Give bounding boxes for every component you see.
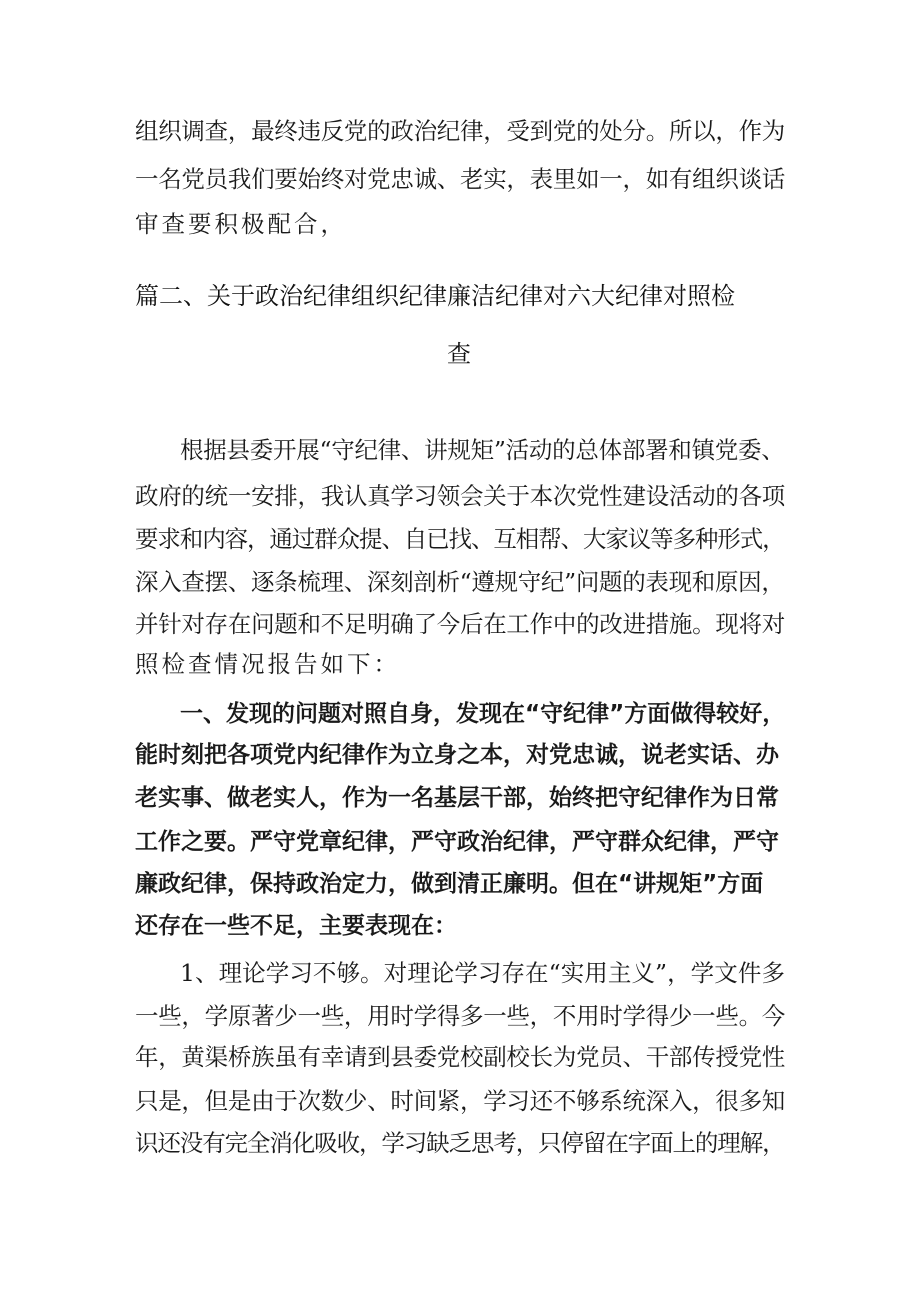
paragraph-line: 1、理论学习不够。对理论学习存在“实用主义”，学文件多: [180, 959, 785, 987]
bold-paragraph-line: 能时刻把各项党内纪律作为立身之本，对党忠诚，说老实话、办: [135, 742, 779, 768]
bold-paragraph-line: 工作之要。严守党章纪律，严守政治纪律，严守群众纪律，严守: [135, 829, 779, 855]
paragraph-line: 审查要积极配合，: [135, 210, 347, 238]
bold-paragraph-line: 一、发现的问题对照自身，发现在“守纪律”方面做得较好，: [180, 701, 786, 727]
section-title-line-2: 查: [447, 340, 471, 368]
paragraph-line: 深入查摆、逐条梳理、深刻剖析“遵规守纪”问题的表现和原因，: [135, 568, 785, 596]
paragraph-line: 根据县委开展“守纪律、讲规矩”活动的总体部署和镇党委、: [180, 436, 785, 464]
paragraph-line: 照检查情况报告如下：: [135, 650, 400, 678]
paragraph-line: 组织调查，最终违反党的政治纪律，受到党的处分。所以，作为: [135, 117, 785, 145]
paragraph-line: 识还没有完全消化吸收，学习缺乏思考，只停留在字面上的理解，: [135, 1129, 785, 1157]
paragraph-line: 并针对存在问题和不足明确了今后在工作中的改进措施。现将对: [135, 610, 785, 638]
bold-paragraph-line: 廉政纪律，保持政治定力，做到清正廉明。但在“讲规矩”方面: [135, 871, 764, 897]
paragraph-line: 要求和内容，通过群众提、自已找、互相帮、大家议等多种形式，: [135, 525, 785, 553]
paragraph-line: 只是，但是由于次数少、时间紧，学习还不够系统深入，很多知: [135, 1087, 785, 1115]
paragraph-line: 一名党员我们要始终对党忠诚、老实，表里如一，如有组织谈话: [135, 165, 785, 193]
bold-paragraph-line: 还存在一些不足，主要表现在：: [135, 913, 457, 939]
paragraph-line: 一些，学原著少一些，用时学得多一些，不用时学得少一些。今: [135, 1002, 785, 1030]
paragraph-line: 年，黄渠桥族虽有幸请到县委党校副校长为党员、干部传授党性: [135, 1043, 785, 1071]
paragraph-line: 政府的统一安排，我认真学习领会关于本次党性建设活动的各项: [135, 482, 785, 510]
section-title-line-1: 篇二、关于政治纪律组织纪律廉洁纪律对六大纪律对照检: [135, 282, 735, 310]
bold-paragraph-line: 老实事、做老实人，作为一名基层干部，始终把守纪律作为日常: [135, 785, 779, 811]
